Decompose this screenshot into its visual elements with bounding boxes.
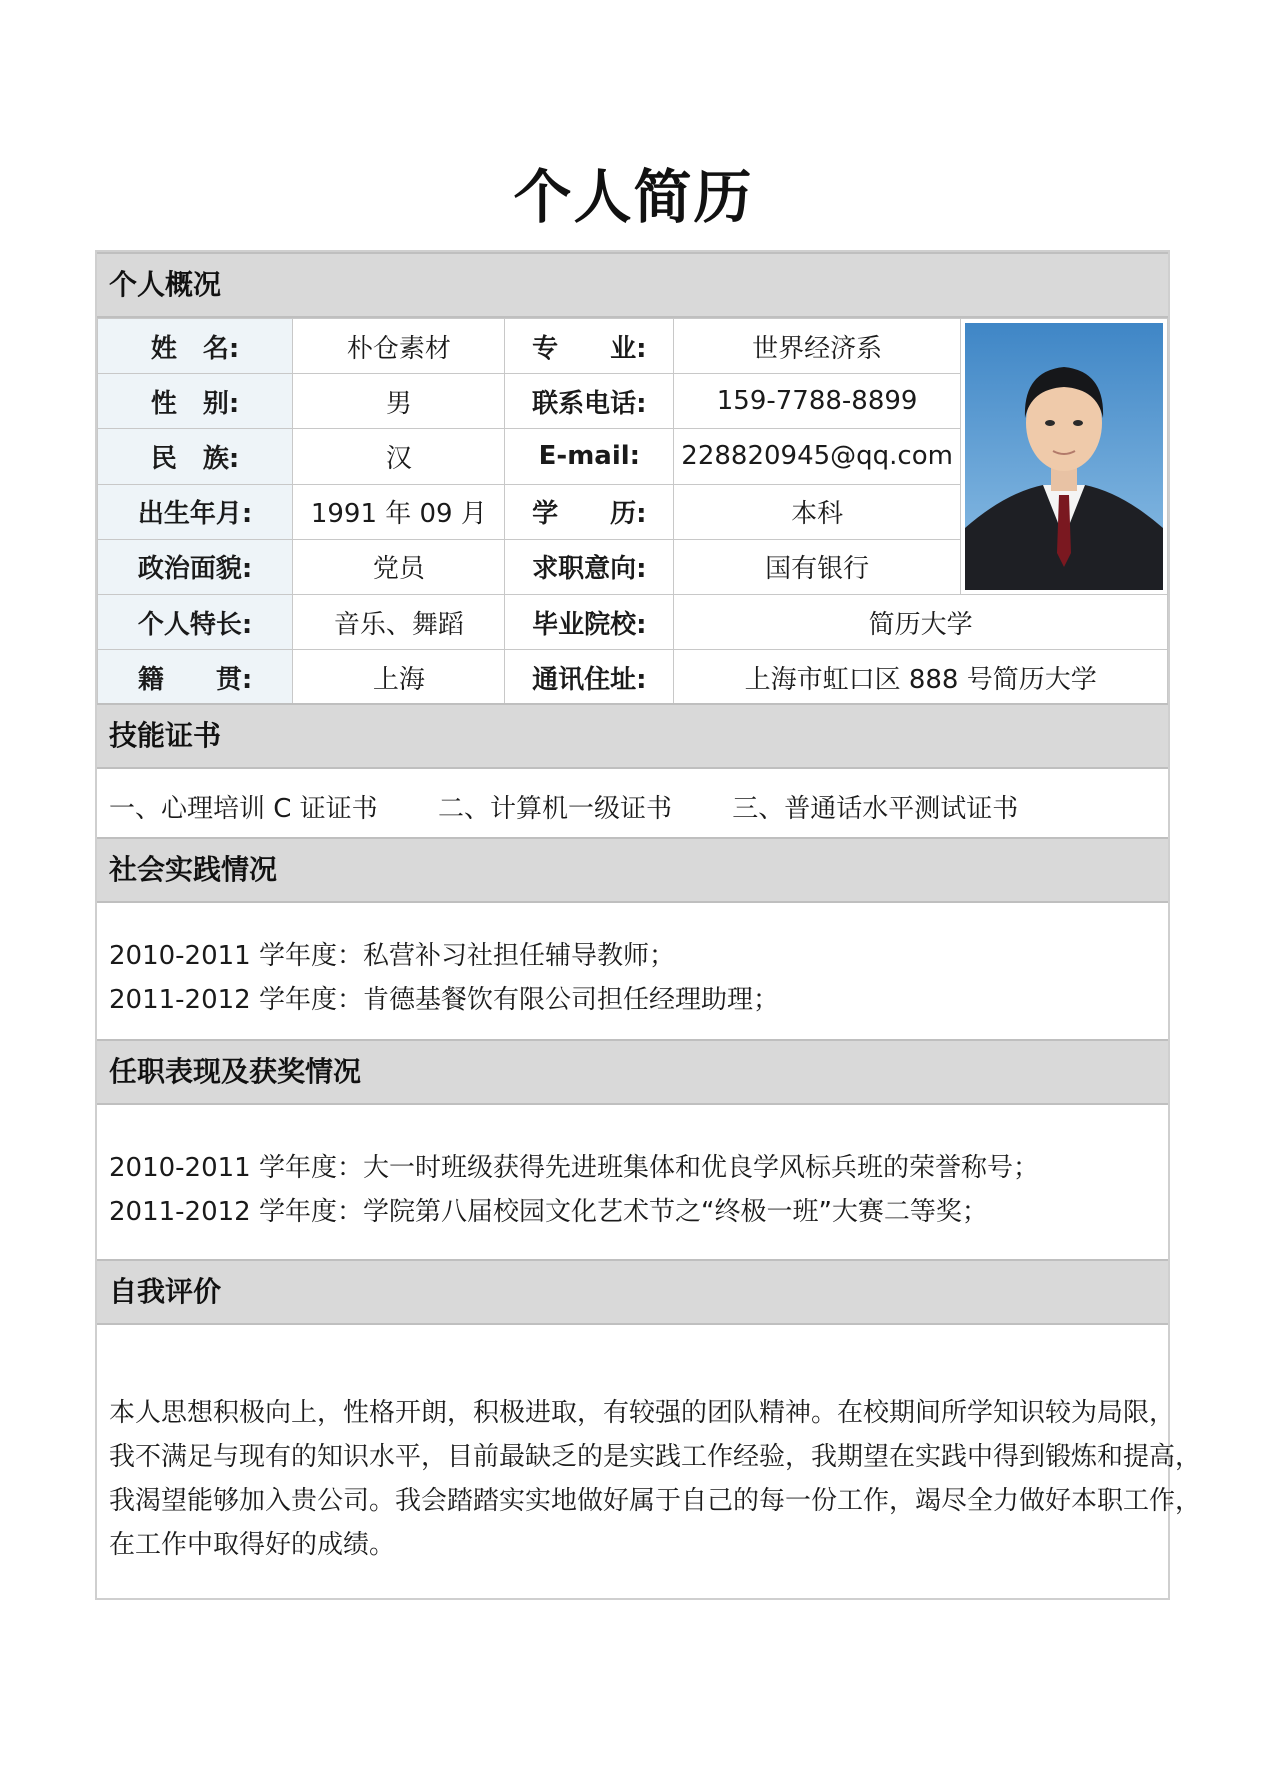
- personal-info-table: [97, 318, 1168, 705]
- value-birth: 1991 年 09 月: [293, 484, 505, 539]
- page-title: 个人简历: [513, 163, 754, 231]
- label-gender: 性 别:: [98, 374, 293, 429]
- label-name: 姓 名:: [98, 319, 293, 374]
- value-talent: 音乐、舞蹈: [293, 595, 505, 650]
- section-header-skills: 技能证书: [97, 703, 1168, 769]
- value-name: 朴仓素材: [293, 319, 505, 374]
- practice-line: 2010-2011 学年度：私营补习社担任辅导教师；: [109, 941, 675, 971]
- award-line: 2010-2011 学年度：大一时班级获得先进班集体和优良学风标兵班的荣誉称号；: [109, 1153, 1039, 1183]
- cert-item: 三、普通话水平测试证书: [732, 794, 1019, 824]
- self-eval-line: 在工作中取得好的成绩。: [109, 1530, 396, 1560]
- cert-item: 二、计算机一级证书: [437, 794, 672, 824]
- value-education: 本科: [674, 484, 961, 539]
- certs-list: [109, 788, 1070, 825]
- value-ethnic: 汉: [293, 429, 505, 484]
- photo-cell: [960, 319, 1167, 595]
- resume-sheet: [95, 250, 1202, 1600]
- self-eval-line: 我渴望能够加入贵公司。我会踏踏实实地做好属于自己的每一份工作，竭尽全力做好本职工作，: [109, 1486, 1202, 1516]
- value-politics: 党员: [293, 539, 505, 594]
- value-gender: 男: [293, 374, 505, 429]
- label-native: 籍 贯:: [98, 650, 293, 705]
- value-address: 上海市虹口区 888 号简历大学: [674, 650, 1168, 705]
- label-phone: 联系电话:: [505, 374, 674, 429]
- section-header-awards: 任职表现及获奖情况: [97, 1039, 1168, 1105]
- value-email: 228820945@qq.com: [674, 429, 961, 484]
- value-native: 上海: [293, 650, 505, 705]
- section-header-practice: 社会实践情况: [97, 837, 1168, 903]
- value-phone: 159-7788-8899: [674, 374, 961, 429]
- self-eval-line: 本人思想积极向上，性格开朗，积极进取，有较强的团队精神。在校期间所学知识较为局限，: [109, 1398, 1176, 1428]
- award-line: 2011-2012 学年度：学院第八届校园文化艺术节之“终极一班”大赛二等奖；: [109, 1197, 988, 1227]
- section-header-overview: 个人概况: [97, 252, 1168, 318]
- value-school: 简历大学: [674, 595, 1168, 650]
- label-talent: 个人特长:: [98, 595, 293, 650]
- label-major: 专 业:: [505, 319, 674, 374]
- practice-line: 2011-2012 学年度：肯德基餐饮有限公司担任经理助理；: [109, 985, 779, 1015]
- self-eval-line: 我不满足与现有的知识水平，目前最缺乏的是实践工作经验，我期望在实践中得到锻炼和提高，: [109, 1442, 1202, 1472]
- label-birth: 出生年月:: [98, 484, 293, 539]
- section-header-self-eval: 自我评价: [97, 1259, 1168, 1325]
- profile-photo: [965, 323, 1163, 590]
- label-email: E-mail:: [505, 429, 674, 484]
- label-politics: 政治面貌:: [98, 539, 293, 594]
- value-intent: 国有银行: [674, 539, 961, 594]
- label-education: 学 历:: [505, 484, 674, 539]
- label-address: 通讯住址:: [505, 650, 674, 705]
- label-school: 毕业院校:: [505, 595, 674, 650]
- label-intent: 求职意向:: [505, 539, 674, 594]
- cert-item: 一、心理培训 C 证证书: [109, 794, 378, 824]
- value-major: 世界经济系: [674, 319, 961, 374]
- label-ethnic: 民 族:: [98, 429, 293, 484]
